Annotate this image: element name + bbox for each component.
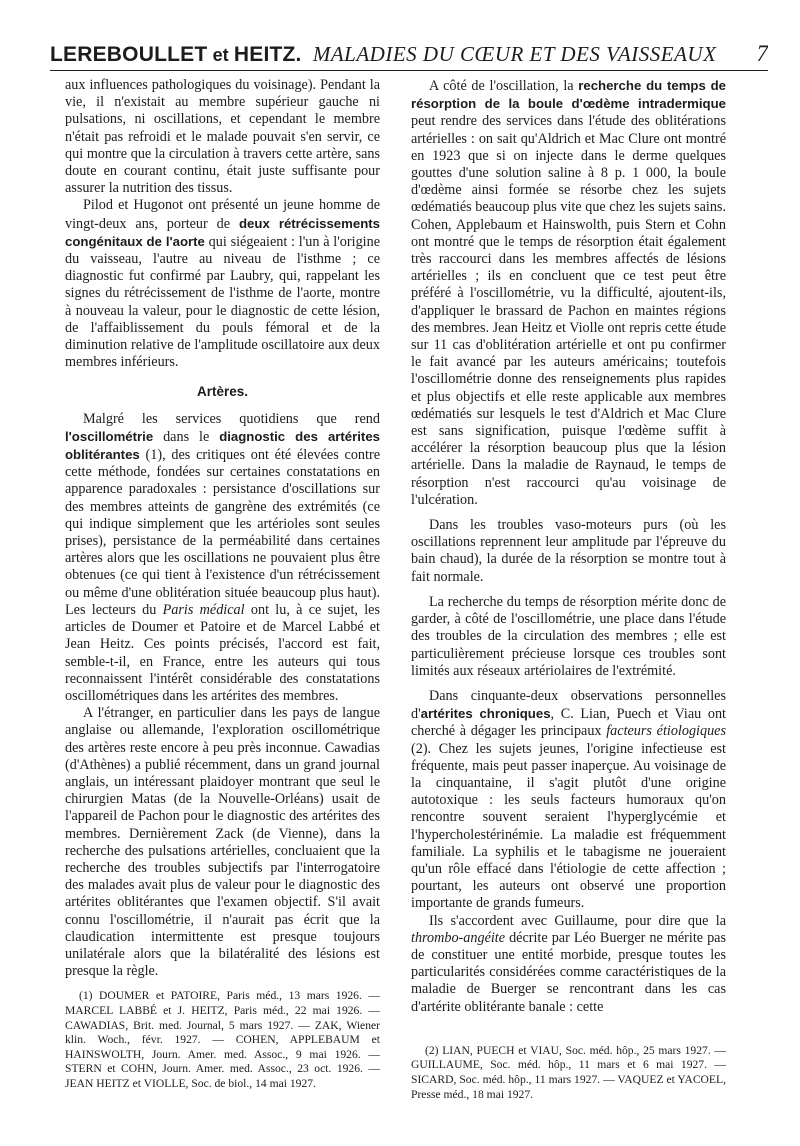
left-column (65, 77, 380, 1092)
left-paragraph-1: aux influences pathologiques du voisinage). Pendant la vie, il n'existait au membre supérieur gauche ni pulsations, ni oscillations, et cependant le membre n'était pas refroidi et le malade pouvait s'en servir, ce qui montre que la circulation à travers cette artère, sans doute en courant continu, était juste suffisante pour assurer la nutrition des tissus. (65, 77, 380, 197)
page-number: 7 (756, 41, 768, 66)
footnote-2: (2) LIAN, PUECH et VIAU, Soc. méd. hôp., 25 mars 1927. — GUILLAUME, Soc. méd. hôp., 11 mars et 6 mai 1927. — SICARD, Soc. méd. hôp., 11 mars 1927. — VAQUEZ et YACOEL, Presse méd., 18 mai 1927. (411, 1043, 726, 1101)
left-paragraph-3: Malgré les services quotidiens que rend l'oscillométrie dans le diagnostic des artérites oblitérantes (1), des critiques ont été élevées contre cette méthode, fondées sur certaines constatations en apparence paradoxales : persistance d'oscillations sur des membres atteints de gangrène des extrémités (ce qui indique simplement que les artérioles sont seules prises), persistance de la perméabilité dans certaines artères alors que les oscillations ne pouvaient plus être obtenues (ce qui tient à l'existence d'un rétrécissement ou même d'une oblitération située beaucoup plus haut). Les lecteurs du Paris médical ont lu, à ce sujet, les articles de Doumer et Patoire et de Marcel Labbé et Jean Heitz. Ces points précisés, l'accord est fait, semble-t-il, en France, entre les auteurs qui tous reconnaissent l'intérêt considérable des constatations oscillométriques dans les artérites des membres. (65, 410, 380, 704)
right-paragraph-2: Dans les troubles vaso-moteurs purs (où les oscillations reprennent leur amplitude par l'épreuve du bain chaud), la durée de la résorption se montre tout à fait normale. (411, 517, 726, 585)
running-header (50, 40, 768, 71)
header-title: MALADIES DU CŒUR ET DES VAISSEAUX (312, 42, 717, 66)
header-authors-2: HEITZ. (233, 43, 302, 66)
right-paragraph-1: A côté de l'oscillation, la recherche du temps de résorption de la boule d'œdème intradermique peut rendre des services dans l'étude des oblitérations artérielles : on sait qu'Aldrich et Mac Clure ont montré en 1923 que si on injecte dans le derme quelques gouttes d'une solution saline à 8 p. 1 000, la boule d'œdème ainsi formée se résorbe chez les sujets œdématiés beaucoup plus vite que chez les sujets sains. Cohen, Applebaum et Hainswolth, puis Stern et Cohn ont montré que le temps de résorption était également très raccourci dans les membres affectés de lésions artérielles ; ils en concluent que ce test peut être préféré à l'oscillométrie, vu la difficulté, ajoutent-ils, d'appliquer le brassard de Pachon en maintes régions des membres. Jean Heitz et Violle ont repris cette étude sur 11 cas d'oblitération artérielle et ont pu confirmer le fait avancé par les auteurs américains; toutefois l'oscillométrie donne des renseignements plus rapides et plus objectifs et elle reste applicable aux membres œdématiés sur lesquels le test d'Aldrich et Mac Clure est sans signification, puisque l'œdème suffit à accélérer la résorption beaucoup plus que la lésion artérielle. Dans la maladie de Raynaud, le temps de résorption n'est raccourci qu'au voisinage de l'ulcération. (411, 78, 726, 508)
header-authors: LEREBOULLET (50, 43, 208, 66)
right-column (411, 77, 726, 1102)
section-title-arteres: Artères. (196, 384, 249, 400)
header-et: et (212, 45, 229, 65)
left-paragraph-4: A l'étranger, en particulier dans les pays de langue anglaise ou allemande, l'exploration oscillométrique des artères reste encore à peu près inconnue. Cawadias (d'Athènes) a publié récemment, dans un grand journal anglais, un intéressant plaidoyer montrant que seul le chirurgien Matas (de la Nouvelle-Orléans) usait de l'appareil de Pachon pour le diagnostic des artérites des membres. Dernièrement Zack (de Vienne), dans la recherche des pulsations artérielles, concluaient que la recherche des troubles subjectifs par l'interrogatoire des malades avait plus de valeur pour le diagnostic des artérites oblitérantes que l'examen objectif. S'il avait connu l'oscillométrie, il n'aurait pas écrit que la claudication intermittente est presque toujours unilatérale alors que la bilatéralité des lésions est presque la règle. (65, 705, 380, 980)
right-paragraph-3: La recherche du temps de résorption mérite donc de garder, à côté de l'oscillométrie, une place dans l'étude des troubles de la circulation des membres ; elle est particulièrement précieuse lorsque ces troubles sont limités aux réseaux artériolaires de l'extrémité. (411, 593, 726, 679)
left-paragraph-2: Pilod et Hugonot ont présenté un jeune homme de vingt-deux ans, porteur de deux rétrécissements congénitaux de l'aorte qui siégeaient : l'un à l'origine du vaisseau, l'autre au niveau de l'isthme ; ce diagnostic fut confirmé par Laubry, qui, rappelant les signes du rétrécissement de l'isthme de l'aorte, montre à nouveau la valeur, pour le diagnostic de cette lésion, de l'affaiblissement du pouls fémoral et de la diminution relative de l'amplitude oscillatoire aux deux membres inférieurs. (65, 197, 380, 371)
footnote-1: (1) DOUMER et PATOIRE, Paris méd., 13 mars 1926. — MARCEL LABBÉ et J. HEITZ, Paris méd., 22 mai 1926. — CAWADIAS, Brit. med. Journal, 5 mars 1927. — ZAK, Wiener klin. Woch., févr. 1927. — COHEN, APPLEBAUM et HAINSWOLTH, Journ. Amer. med. Assoc., 9 mai 1926. — STERN et COHN, Journ. Amer. med. Assoc., 23 oct. 1926. — JEAN HEITZ et VIOLLE, Soc. de biol., 14 mai 1927. (65, 989, 380, 1090)
right-paragraph-5: Ils s'accordent avec Guillaume, pour dire que la thrombo-angéite décrite par Léo Buerger ne mérite pas de constituer une entité morbide, presque toutes les particularités considérées comme caractéristiques de la maladie de Buerger se rencontrant dans les cas d'artérite oblitérante banale : cette (411, 912, 726, 1015)
right-paragraph-4: Dans cinquante-deux observations personnelles d'artérites chroniques, C. Lian, Puech et Viau ont cherché à dégager les principaux facteurs étiologiques (2). Chez les sujets jeunes, l'origine infectieuse est fréquente, mais peut passer inaperçue. Au voisinage de la cinquantaine, il s'agit plutôt d'une origine autotoxique : les seuls facteurs humoraux qu'on rencontre souvent seraient l'hyperglycémie et l'hypercholestérinémie. La maladie est fréquemment familiale. La syphilis et le tabagisme ne joueraient qu'un rôle effacé dans l'étiologie de cette affection ; pourtant, les auteurs ont observé une proportion importante de grands fumeurs. (411, 687, 726, 912)
